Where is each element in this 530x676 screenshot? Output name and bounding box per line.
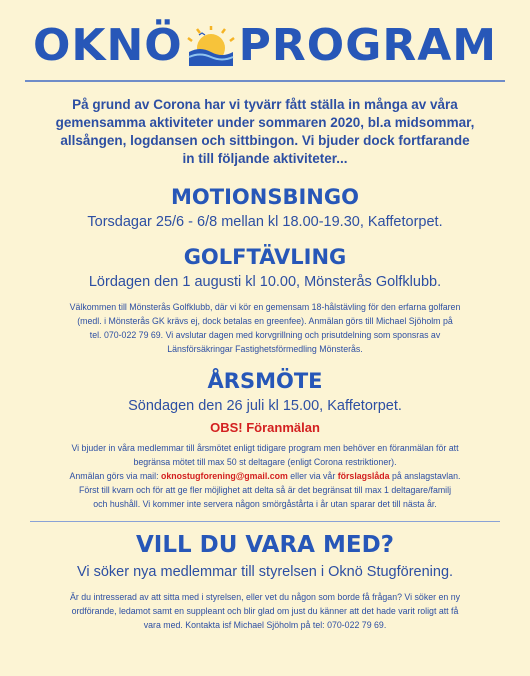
arsmote-line: begränsa mötet till max 50 st deltagare (enligt Corona restriktioner). (133, 457, 397, 467)
section-golf (30, 244, 500, 356)
golf-body (30, 300, 500, 356)
arsmote-body (30, 441, 500, 511)
obs-notice: OBS! Föranmälan (210, 420, 320, 435)
title-left: OKNÖ (32, 20, 183, 71)
join-line: vara med. Kontakta isf Michael Sjöholm på tel: 070-022 79 69. (143, 620, 387, 630)
golf-line: (medl. i Mönsterås GK krävs ej, dock betalas en greenfee). Anmälan görs till Michael Sjöholm på (77, 316, 453, 326)
arsmote-line-mid: eller via vår (287, 471, 338, 481)
email-link[interactable]: oknostugforening@gmail.com (160, 471, 288, 481)
golf-line: Välkommen till Mönsterås Golfklubb, där vi kör en gemensam 18-hålstävling för den erfarna golfaren (69, 302, 461, 312)
arsmote-line-pre: Anmälan görs via mail: (69, 471, 161, 481)
section-divider (30, 521, 500, 522)
golf-line: Länsförsäkringar Fastighetsförmedling Mönsterås. (167, 344, 363, 354)
intro-text (30, 96, 500, 168)
golf-line: tel. 070-022 79 69. Vi avslutar dagen med korvgrillning och prisutdelning som sponsras av (89, 330, 441, 340)
suggestion-box-text: förslagslåda (337, 471, 390, 481)
arsmote-line: och hushåll. Vi kommer inte servera någon smörgåstårta i år utan sparar det till nästa år. (93, 499, 437, 509)
join-title: VILL DU VARA MED? (135, 532, 395, 558)
title-right: PROGRAM (238, 20, 498, 71)
arsmote-title: ÅRSMÖTE (207, 369, 323, 393)
section-motionsbingo (30, 184, 500, 232)
join-body (30, 590, 500, 632)
arsmote-line: Först till kvarn och för att ge fler möjlighet att delta så är det begränsat till max 1 deltagare/familj (78, 485, 452, 495)
join-line: Är du intresserad av att sitta med i styrelsen, eller vet du någon som borde få frågan? Vi söker en ny (69, 592, 461, 602)
intro-line: in till följande aktiviteter... (182, 151, 348, 166)
arsmote-line (30, 469, 500, 483)
motionsbingo-subtitle: Torsdagar 25/6 - 6/8 mellan kl 18.00-19.30, Kaffetorpet. (87, 214, 443, 230)
section-join (30, 532, 500, 632)
sun-logo-icon (185, 26, 237, 66)
golf-title: GOLFTÄVLING (183, 245, 347, 269)
golf-subtitle: Lördagen den 1 augusti kl 10.00, Mönsterås Golfklubb. (88, 274, 442, 290)
header-divider (25, 80, 505, 82)
arsmote-line: Vi bjuder in våra medlemmar till årsmötet enligt tidigare program men behöver en föranmälan för att (71, 443, 459, 453)
intro-line: På grund av Corona har vi tyvärr fått ställa in många av våra (72, 97, 458, 112)
arsmote-line-post: på anslagstavlan. (389, 471, 461, 481)
arsmote-subtitle: Söndagen den 26 juli kl 15.00, Kaffetorpet. (128, 398, 402, 414)
intro-line: allsången, logdansen och sittbingon. Vi bjuder dock fortfarande (60, 133, 470, 148)
page-title (30, 20, 500, 71)
join-subtitle: Vi söker nya medlemmar till styrelsen i Oknö Stugförening. (76, 564, 454, 580)
header (30, 0, 500, 80)
motionsbingo-title: MOTIONSBINGO (171, 185, 359, 209)
section-arsmote (30, 368, 500, 511)
intro-line: gemensamma aktiviteter under sommaren 2020, bl.a midsommar, (55, 115, 475, 130)
join-line: ordförande, ledamot samt en suppleant och blir glad om just du känner att det hade varit roligt att få (71, 606, 459, 616)
